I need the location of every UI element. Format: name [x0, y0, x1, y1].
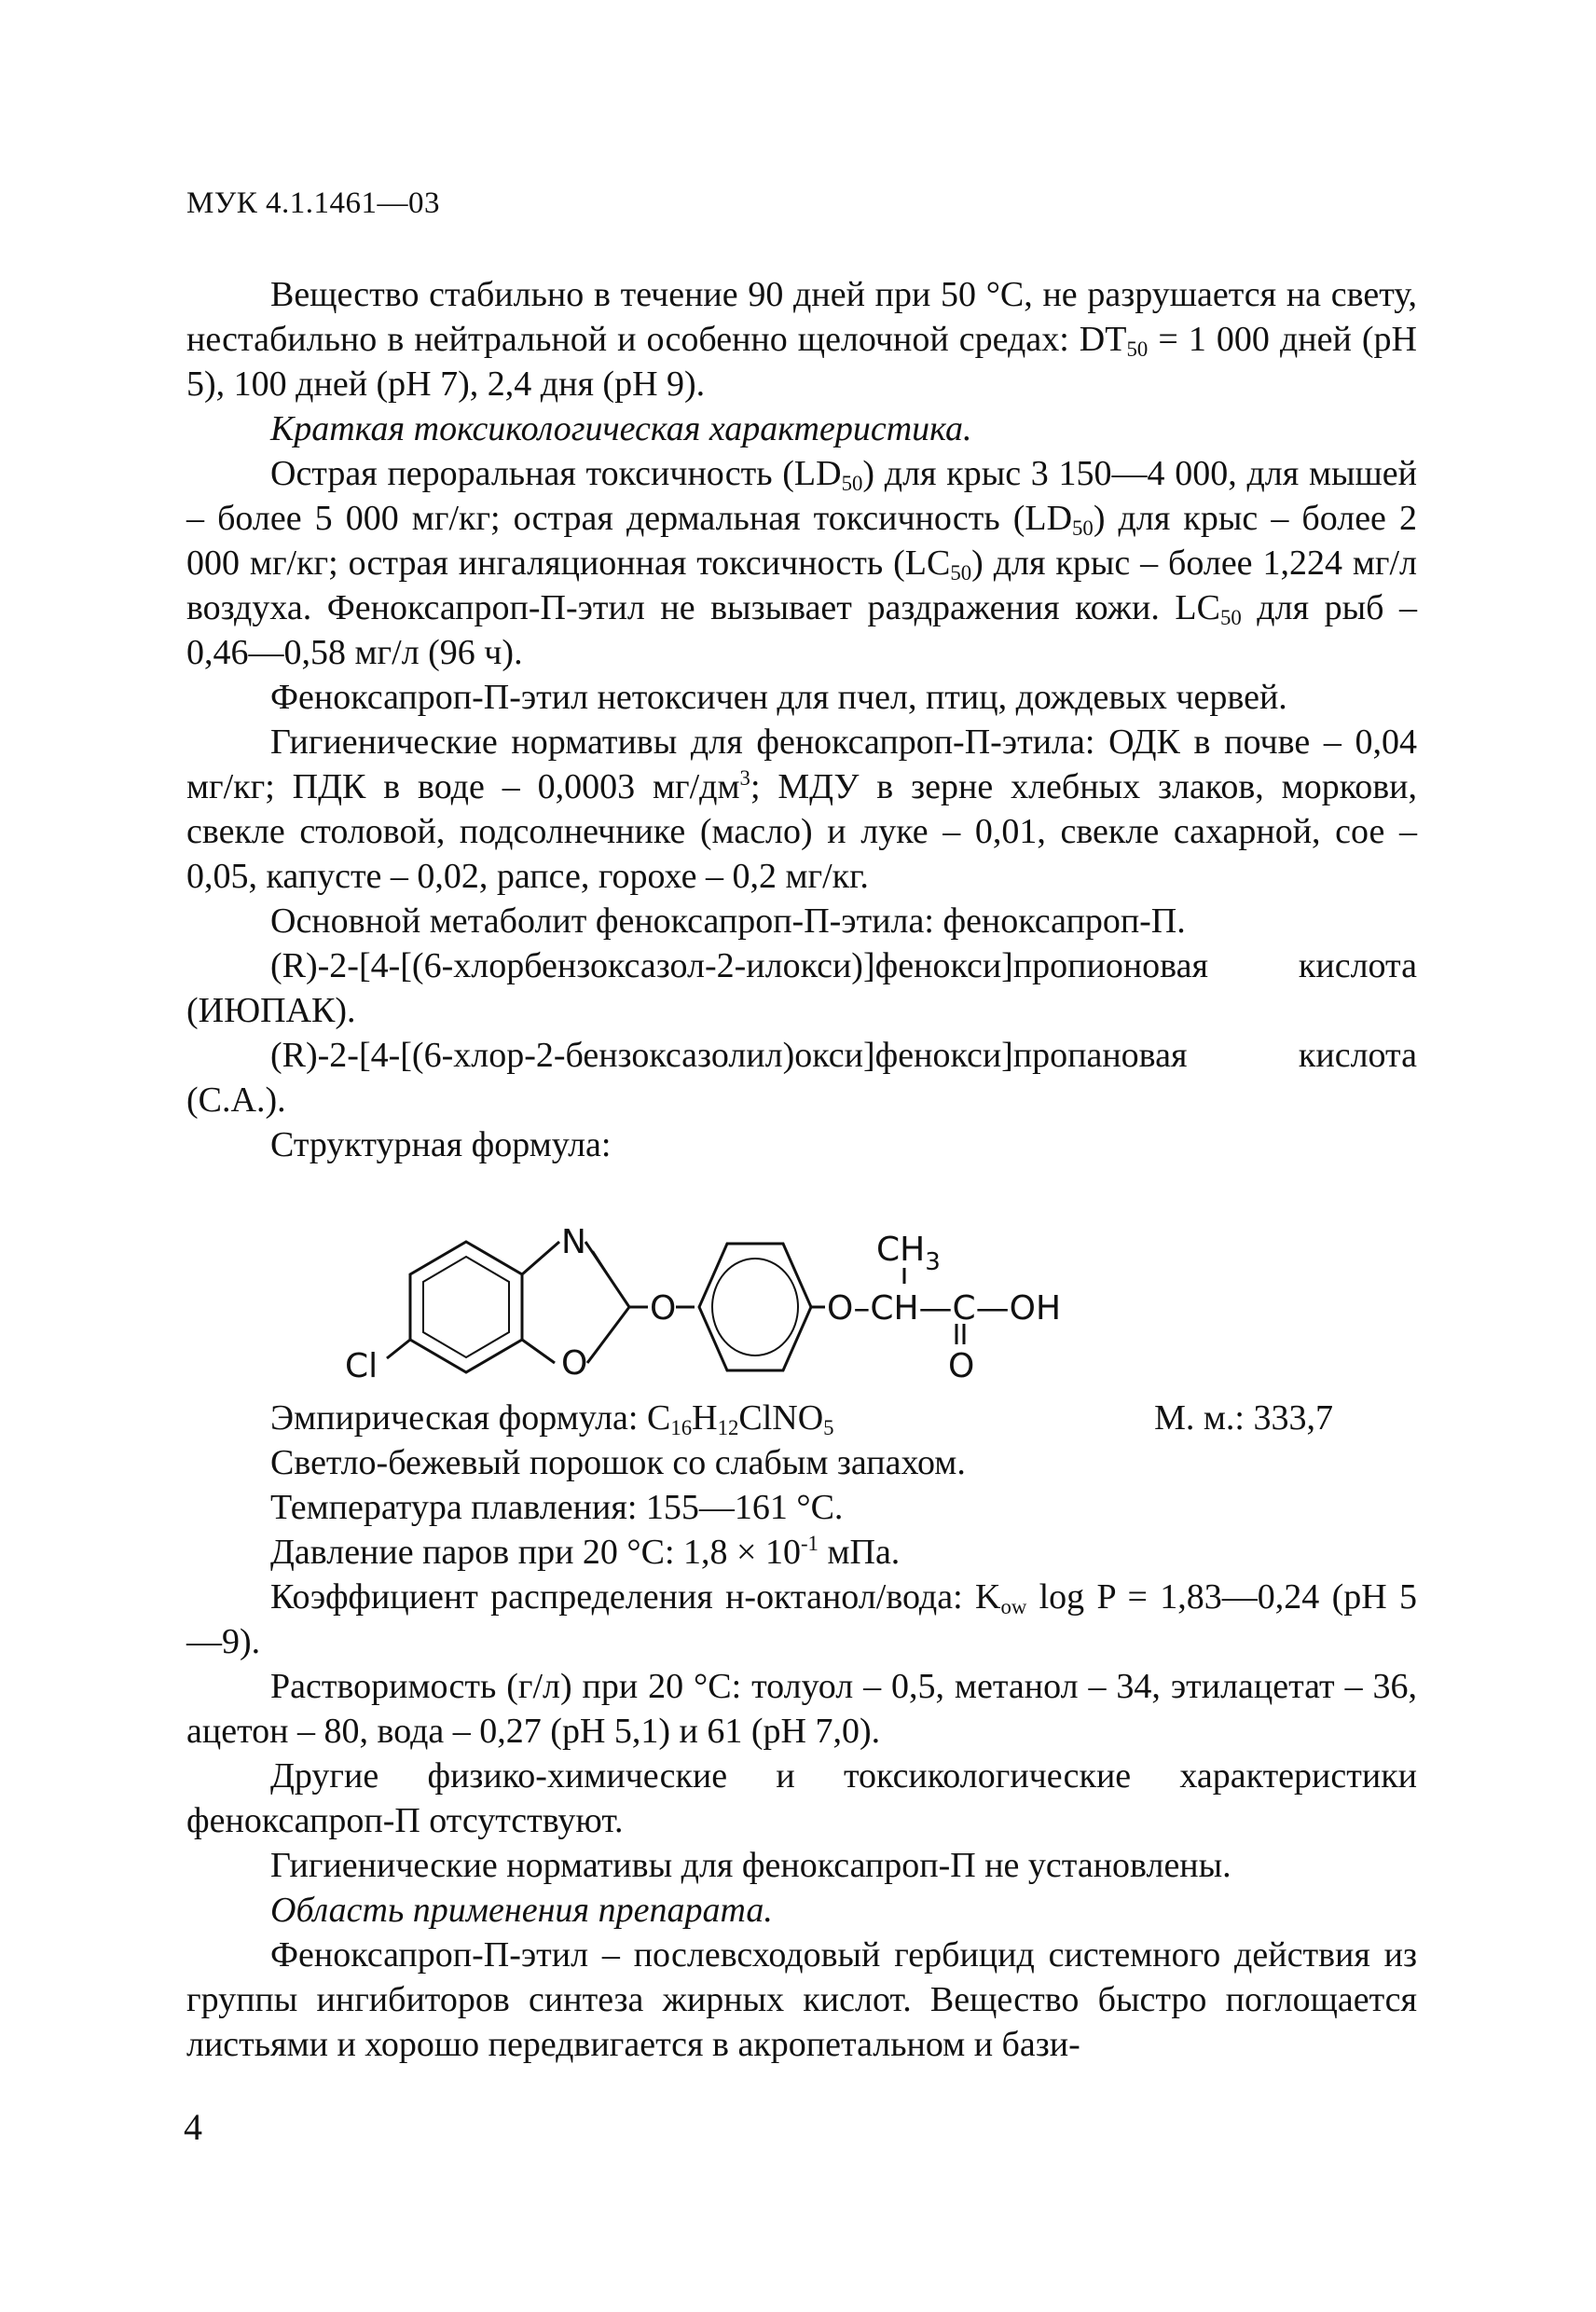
atom-cl: Cl	[345, 1347, 378, 1385]
document-header: МУК 4.1.1461—03	[186, 186, 440, 220]
paragraph-metabolite: Основной метаболит феноксапроп-П-этила: феноксапроп-П.	[270, 901, 1186, 941]
paragraph-melting-point: Температура плавления: 155—161 °С.	[270, 1488, 844, 1527]
benzo-ring	[410, 1242, 522, 1372]
heading-toxicology: Краткая токсикологическая характеристика.	[270, 409, 972, 448]
document-body	[186, 272, 1417, 2067]
page-number: 4	[184, 2106, 202, 2148]
paragraph-application: Феноксапроп-П-этил – послевсходовый гербицид системного действия из группы ингибиторов синтеза жирных кислот. Вещество быстро поглощается листьями и хорошо передвигается в акропетальном и бази-	[186, 1935, 1417, 2064]
paragraph-hygiene-norms: Гигиенические нормативы для феноксапроп-П-этила: ОДК в почве – 0,04 мг/кг; ПДК в воде – 0,0003 $мг/дм^3$; МДУ в зерне хлебных злаков, моркови, свекле столовой, подсолнечнике (масло) и луке – 0,01, свекле сахарной, сое – 0,05, капусте – 0,02, рапсе, горохе – 0,2 мг/кг.	[186, 722, 1418, 896]
atom-o-double: O	[948, 1347, 975, 1385]
paragraph-vapor-pressure: Давление паров при 20 °С: $1,8 \times 10^{-1}$ мПа.	[270, 1532, 901, 1572]
paragraph-stability: Вещество стабильно в течение 90 дней при 50 °С, не разрушается на свету, нестабильно в нейтральной и особенно щелочной средах: $DT_{50} = 1$ 000 дней (рН 5), 100 дней (рН 7), 2,4 дня (рН 9).	[186, 275, 1417, 404]
paragraph-iupac-name: (R)-2-[4-[(6-хлорбензоксазол-2-илокси)]фенокси]пропионовая кислота (ИЮПАК).	[186, 946, 1417, 1030]
atom-n: N	[561, 1223, 586, 1261]
phenyl-ring-inner	[712, 1259, 798, 1356]
paragraph-nontoxic: Феноксапроп-П-этил нетоксичен для пчел, птиц, дождевых червей.	[270, 678, 1287, 717]
paragraph-structural-formula-label: Структурная формула:	[270, 1125, 612, 1164]
atom-o-ring: O	[561, 1344, 588, 1383]
benzo-ring-inner	[423, 1257, 509, 1357]
paragraph-partition-coefficient: Коэффициент распределения н-октанол/вода: $K_{ow}$ log P = 1,83—0,24 (рН 5—9).	[186, 1577, 1417, 1661]
paragraph-appearance: Светло-бежевый порошок со слабым запахом.	[270, 1443, 966, 1482]
group-ch3: $CH_3$	[876, 1231, 941, 1276]
paragraph-other-characteristics: Другие физико-химические и токсикологические характеристики феноксапроп-П отсутствуют.	[186, 1756, 1417, 1840]
heading-application: Область применения препарата.	[270, 1891, 773, 1930]
empirical-formula-row	[186, 1396, 1417, 1440]
paragraph-toxicity: Острая пероральная токсичность $(LD_{50})$ для крыс 3 150—4 000, для мышей – более 5 000 мг/кг; острая дермальная токсичность $(LD_{50})$ для крыс – более 2 000 мг/кг; острая ингаляционная токсичность $(LC_{50})$ для крыс – более 1,224 мг/л воздуха. Феноксапроп-П-этил не вызывает раздражения кожи. $LC_{50}$ для рыб – 0,46—0,58 мг/л (96 ч).	[186, 454, 1418, 672]
structural-formula-drawing	[326, 1167, 1352, 1396]
empirical-formula: Эмпирическая формула: $C_{16}H_{12}ClNO_5$	[270, 1398, 834, 1439]
paragraph-ca-name: (R)-2-[4-[(6-хлор-2-бензоксазолил)окси]фенокси]пропановая кислота (С.А.).	[186, 1036, 1417, 1120]
structural-formula	[186, 1167, 1417, 1396]
group-chain: O–CH—C—OH	[827, 1289, 1062, 1328]
paragraph-solubility: Растворимость (г/л) при 20 °С: толуол – 0,5, метанол – 34, этилацетат – 36, ацетон – 80, вода – 0,27 (рН 5,1) и 61 (рН 7,0).	[186, 1667, 1417, 1751]
molecular-mass: М. м.: 333,7	[1154, 1398, 1333, 1438]
phenyl-ring	[699, 1244, 811, 1370]
paragraph-no-norms: Гигиенические нормативы для феноксапроп-П не установлены.	[270, 1846, 1231, 1885]
atom-o-link: O	[650, 1289, 677, 1328]
